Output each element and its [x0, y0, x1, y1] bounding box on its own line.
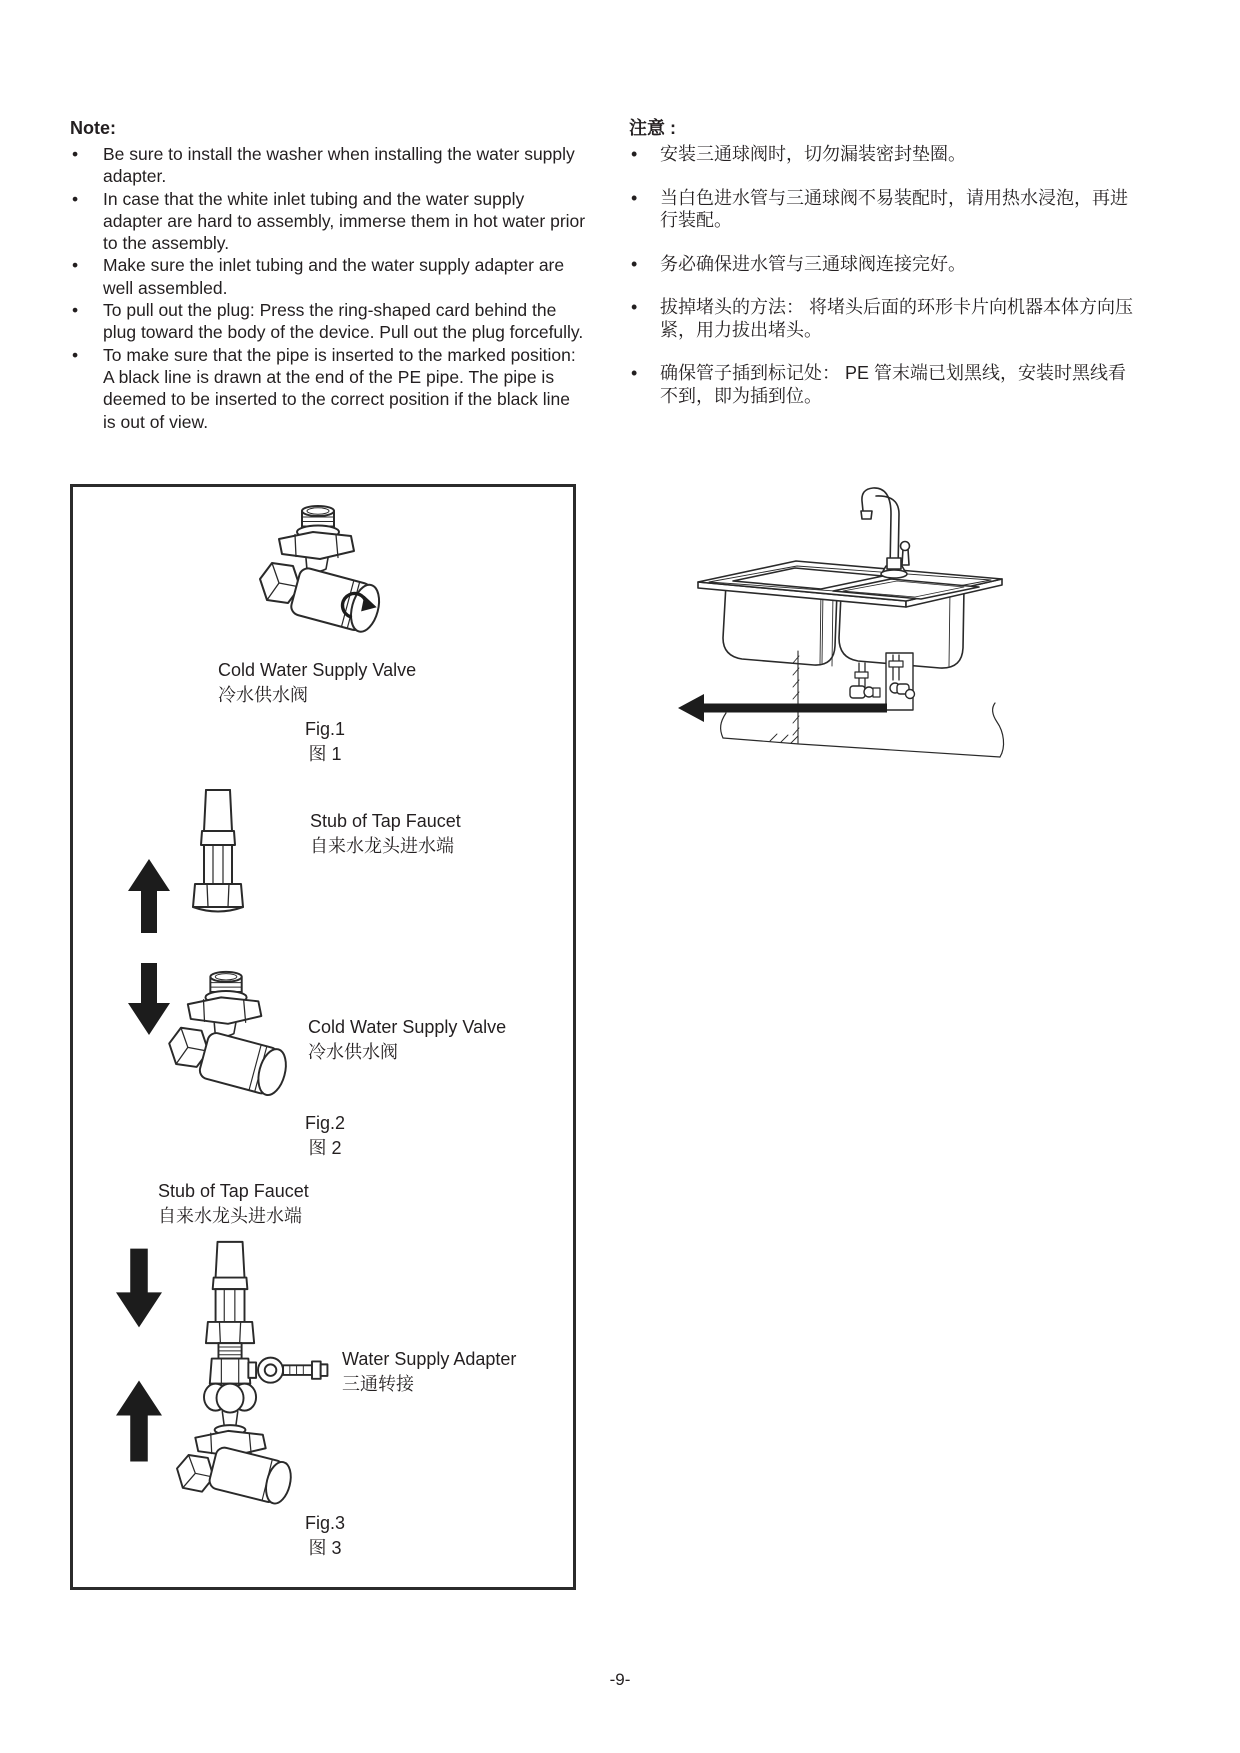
fig2-caption-zh: 图 2	[308, 1138, 342, 1158]
bullet-marker: •	[72, 300, 79, 321]
note-item-text: Make sure the inlet tubing and the water supply adapter are well assembled.	[103, 255, 565, 298]
fig1-valve-label-en: Cold Water Supply Valve	[218, 660, 417, 680]
note-item	[629, 253, 1140, 276]
note-heading-zh: 注意 :	[629, 118, 676, 138]
fig2-stub-label-en: Stub of Tap Faucet	[310, 811, 461, 831]
fig2-stub-label	[310, 809, 461, 858]
fig1-caption-en: Fig.1	[304, 719, 346, 739]
arrow-up-icon	[128, 859, 170, 933]
bullet-marker: •	[72, 144, 79, 164]
fig3-caption-en: Fig.3	[304, 1513, 346, 1533]
note-item-text: 务必确保进水管与三通球阀连接完好。	[660, 253, 966, 274]
bullet-marker: •	[631, 253, 638, 274]
fig3-adapter-label-en: Water Supply Adapter	[342, 1349, 517, 1369]
note-section-zh	[629, 116, 1143, 428]
fig1-caption	[260, 717, 390, 767]
fig2-stub-label-zh: 自来水龙头进水端	[310, 835, 454, 856]
note-section-en	[70, 116, 590, 433]
fig3-stub-label-en: Stub of Tap Faucet	[158, 1181, 309, 1201]
bullet-marker: •	[631, 144, 638, 164]
bullet-marker: •	[72, 255, 79, 276]
note-item	[629, 296, 1140, 341]
note-item-text: To pull out the plug: Press the ring-shaped card behind the plug toward the body of the device. Pull out the plug forcefully.	[103, 300, 584, 343]
tap-faucet-stub-illustration	[186, 787, 250, 915]
note-item-text: In case that the white inlet tubing and the water supply adapter are hard to assembly, immerse them in hot water prior to the assembly.	[103, 188, 586, 254]
note-list-en	[70, 143, 590, 433]
fig1-valve-label	[218, 658, 416, 707]
fig2-valve-label	[308, 1015, 506, 1064]
note-item-text: 确保管子插到标记处： PE 管末端已划黑线，安装时黑线看不到，即为插到位。	[660, 363, 1127, 406]
fig3-stub-label	[158, 1179, 309, 1228]
fig3-stub-label-zh: 自来水龙头进水端	[158, 1205, 302, 1226]
fig1-valve-label-zh: 冷水供水阀	[218, 684, 308, 705]
bullet-marker: •	[631, 363, 638, 383]
bullet-marker: •	[631, 297, 638, 317]
arrow-down-icon	[116, 1244, 162, 1332]
fig2-valve-label-en: Cold Water Supply Valve	[308, 1017, 507, 1037]
note-item-text: To make sure that the pipe is inserted to the marked position: A black line is drawn at the end of the PE pipe. The pipe is deemed to be inserted to the correct position if the black line is out of view.	[103, 344, 576, 432]
sink-installation-illustration	[610, 470, 1170, 815]
fig3-adapter-label	[342, 1347, 516, 1396]
note-item	[629, 362, 1140, 407]
page-number: -9-	[609, 1670, 631, 1689]
note-item-text: 拔掉堵头的方法： 将堵头后面的环形卡片向机器本体方向压紧，用力拔出堵头。	[660, 297, 1133, 340]
note-item	[70, 143, 587, 188]
fig2-valve-label-zh: 冷水供水阀	[308, 1041, 398, 1062]
fig3-caption	[260, 1511, 390, 1561]
arrow-up-icon	[116, 1379, 162, 1463]
note-item-text: Be sure to install the washer when installing the water supply adapter.	[103, 144, 575, 187]
note-item	[70, 299, 587, 344]
fig3-caption-zh: 图 3	[308, 1538, 342, 1558]
note-item-text: 当白色进水管与三通球阀不易装配时，请用热水浸泡，再进行装配。	[660, 187, 1128, 230]
fig1-caption-zh: 图 1	[308, 744, 342, 764]
note-item	[629, 143, 1140, 166]
fig2-caption	[260, 1111, 390, 1161]
bullet-marker: •	[72, 188, 79, 209]
cold-water-valve-illustration	[250, 499, 390, 651]
note-item	[70, 254, 587, 299]
note-item	[70, 188, 587, 255]
note-item	[629, 187, 1140, 232]
water-supply-adapter-assembly-illustration	[168, 1239, 348, 1509]
fig2-caption-en: Fig.2	[304, 1113, 346, 1133]
note-list-zh	[629, 143, 1143, 407]
installation-figure-panel	[70, 484, 576, 1590]
bullet-marker: •	[72, 344, 79, 365]
bullet-marker: •	[631, 187, 638, 208]
cold-water-valve-illustration	[158, 967, 298, 1112]
fig3-adapter-label-zh: 三通转接	[342, 1373, 414, 1394]
note-heading-en: Note:	[70, 118, 116, 138]
note-item	[70, 344, 587, 433]
note-item-text: 安装三通球阀时，切勿漏装密封垫圈。	[660, 144, 966, 164]
